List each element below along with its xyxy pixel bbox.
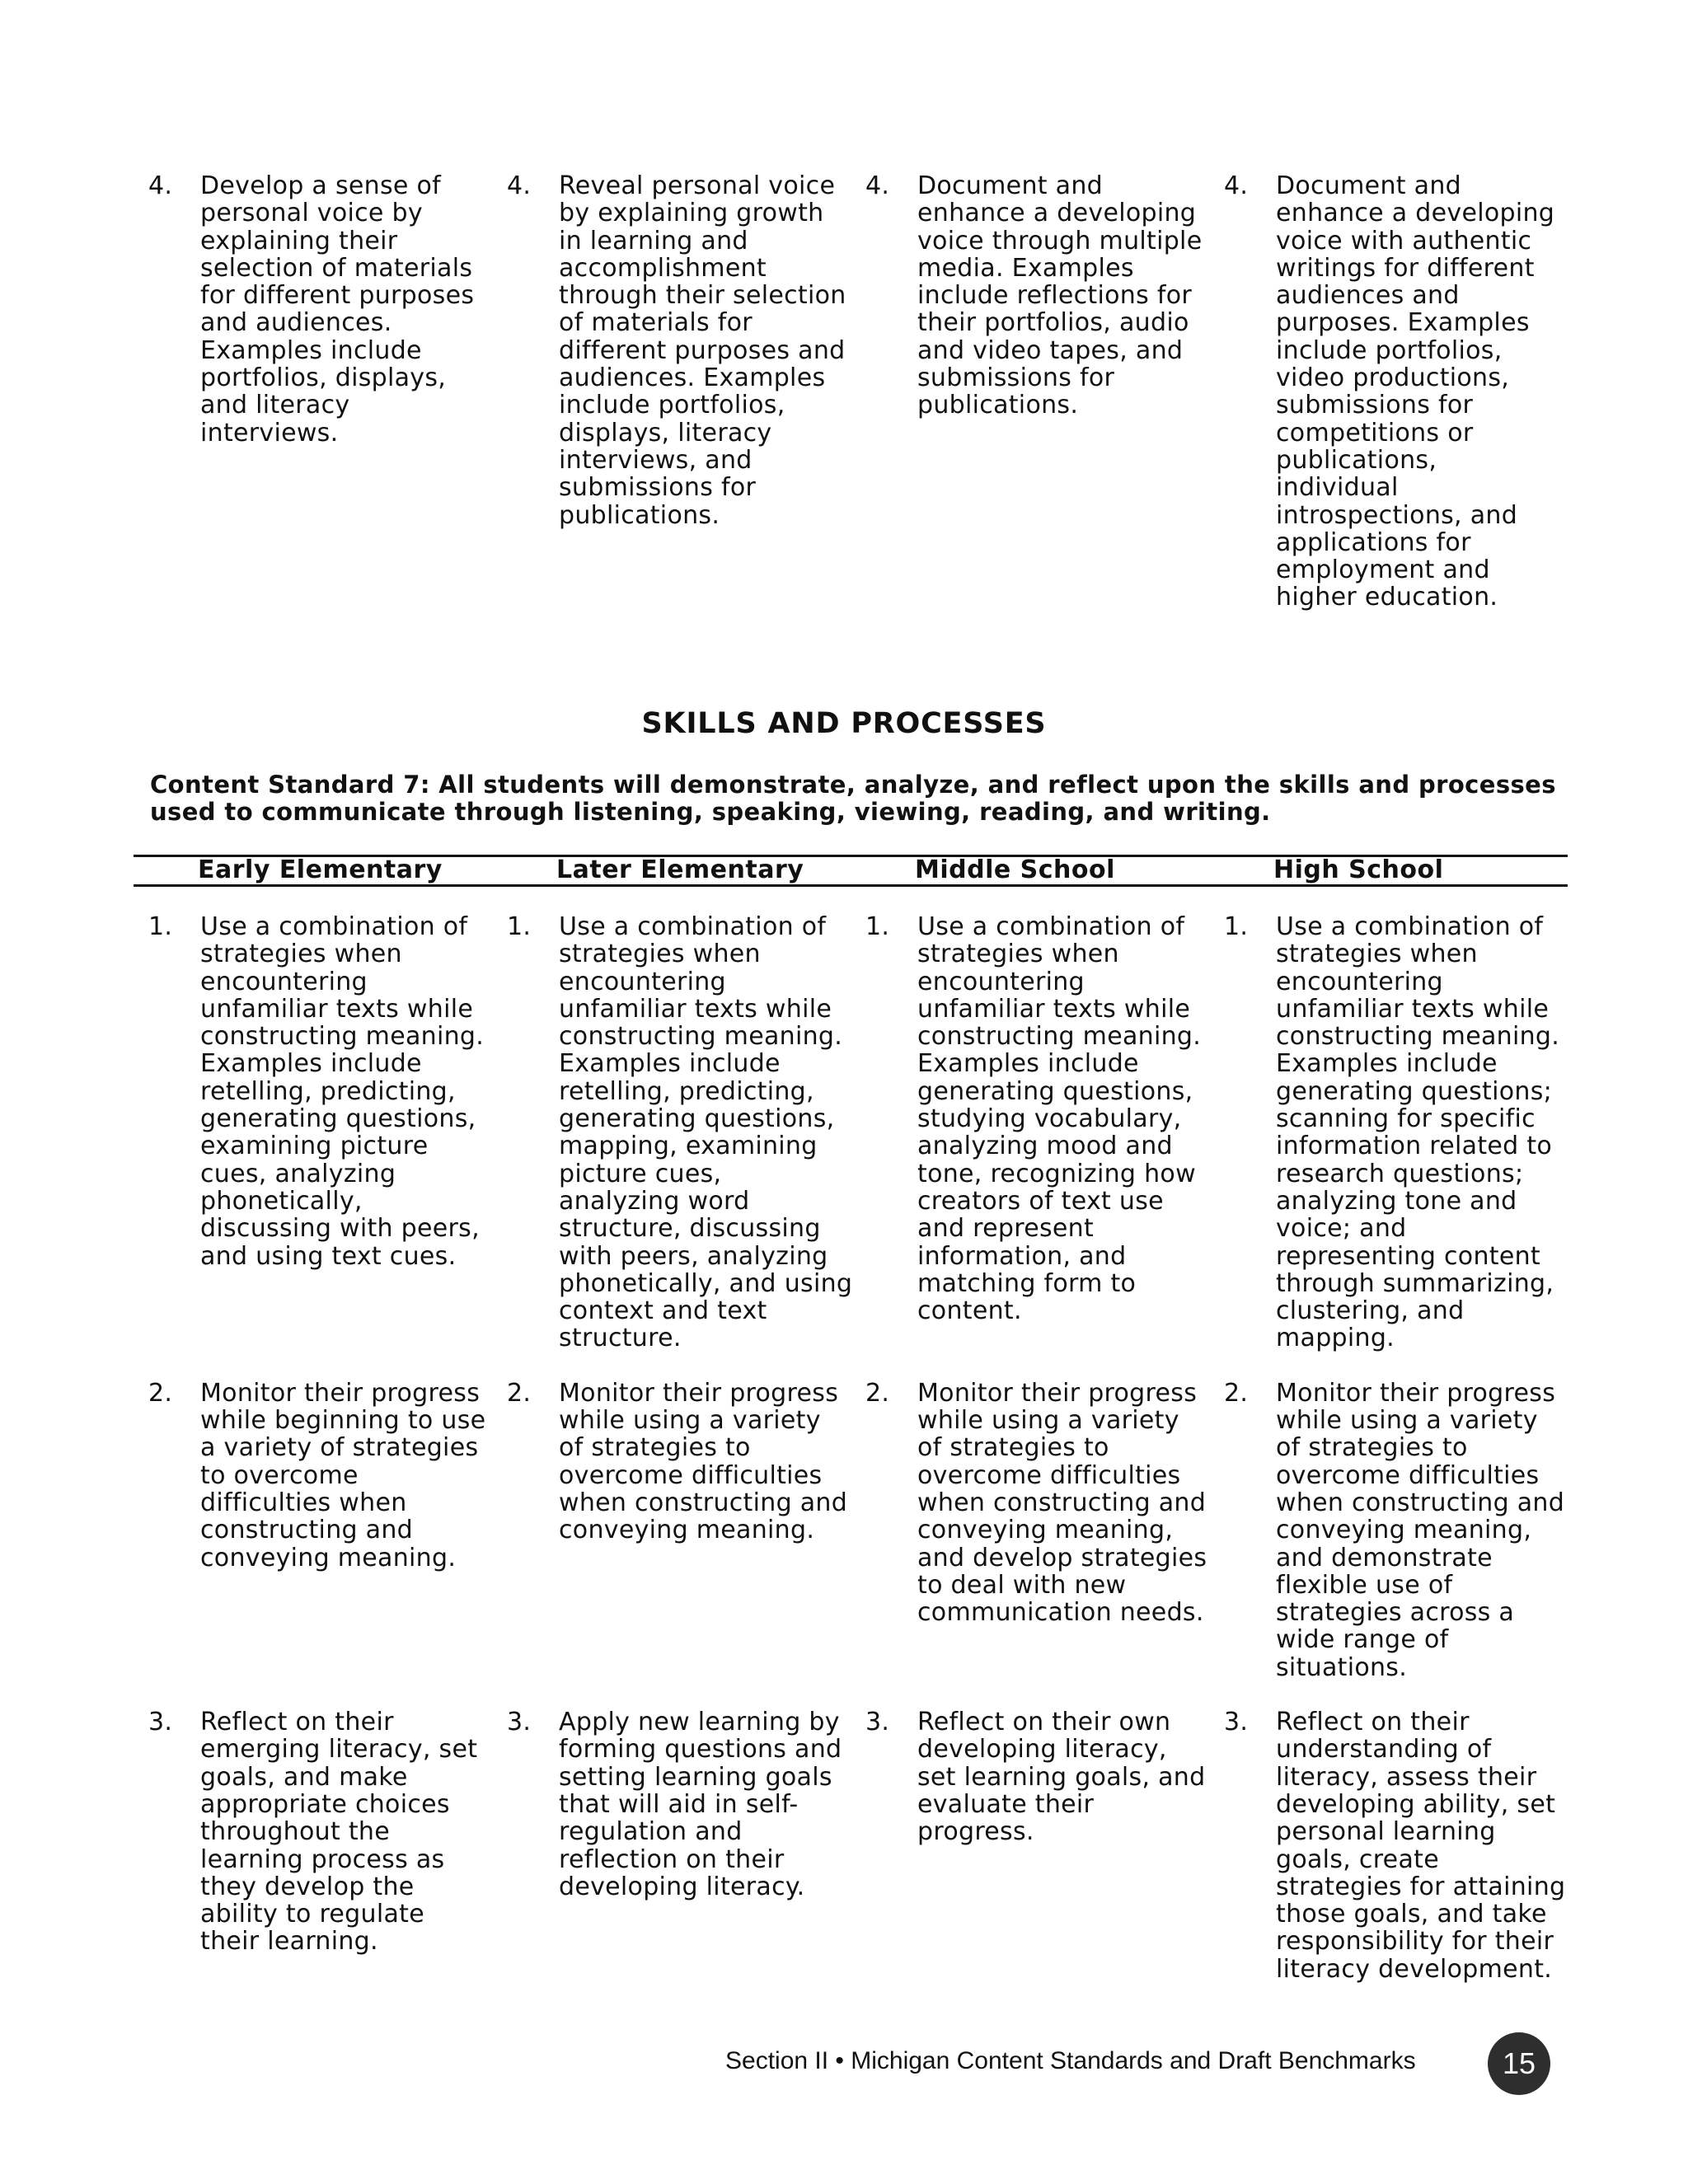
item-text: Document and enhance a developing voice with authentic writings for different audiences and purposes. Examples include portfolios, video productions, submissions for competitions or publications, individual introspections, and applications for employment and higher education. <box>1276 171 1555 612</box>
benchmark-item-high-school-2 <box>1224 1380 1566 1681</box>
benchmark-item-later-elementary-1 <box>507 913 865 1352</box>
benchmark-item-later-elementary-2 <box>507 1380 865 1681</box>
content-standard: Content Standard 7: All students will demonstrate, analyze, and reflect upon the skills and processes used to communicate through listening, speaking, viewing, reading, and writing. <box>150 771 1556 826</box>
benchmark-item-early-elementary-4 <box>148 172 507 612</box>
column-header-later-elementary: Later Elementary <box>556 855 804 884</box>
item-text: Use a combination of strategies when encountering unfamiliar texts while constructing meaning. Examples include retelling, predicting, generating questions, examining picture cues, analyzing phonetically, discussing with peers, and using text cues. <box>200 912 485 1271</box>
column-header-early-elementary: Early Elementary <box>198 855 443 884</box>
item-text: Monitor their progress while beginning to use a variety of strategies to overcome difficulties when constructing and conveying meaning. <box>200 1378 486 1572</box>
item-text: Apply new learning by forming questions and setting learning goals that will aid in self- regulation and reflection on their developing literacy. <box>559 1708 842 1901</box>
item-number: 2. <box>865 1378 890 1408</box>
benchmark-item-middle-school-1 <box>865 913 1224 1352</box>
benchmark-item-early-elementary-3 <box>148 1708 507 1983</box>
item-number: 3. <box>865 1708 890 1737</box>
benchmark-table <box>148 913 1566 2010</box>
column-headers <box>148 855 1566 884</box>
item-number: 3. <box>148 1708 173 1737</box>
item-text: Reflect on their emerging literacy, set goals, and make appropriate choices throughout the learning process as they develop the ability to regulate their learning. <box>200 1708 478 1957</box>
column-header-high-school: High School <box>1273 855 1444 884</box>
item-text: Develop a sense of personal voice by explaining their selection of materials for different purposes and audiences. Examples include portfolios, displays, and literacy interviews. <box>200 171 475 448</box>
benchmark-item-early-elementary-1 <box>148 913 507 1352</box>
item-number: 4. <box>148 171 173 200</box>
continued-benchmarks <box>148 172 1566 612</box>
benchmark-item-later-elementary-4 <box>507 172 865 612</box>
benchmark-item-high-school-3 <box>1224 1708 1566 1983</box>
benchmark-item-middle-school-3 <box>865 1708 1224 1983</box>
item-text: Document and enhance a developing voice through multiple media. Examples include reflections for their portfolios, audio and video tapes, and submissions for publications. <box>917 171 1203 420</box>
item-text: Reflect on their own developing literacy, set learning goals, and evaluate their progress. <box>917 1708 1206 1847</box>
page-footer: Section II • Michigan Content Standards and Draft Benchmarks <box>725 2047 1416 2074</box>
item-number: 2. <box>507 1378 532 1408</box>
benchmark-item-high-school-1 <box>1224 913 1566 1352</box>
item-number: 1. <box>865 912 890 941</box>
item-text: Use a combination of strategies when encountering unfamiliar texts while constructing meaning. Examples include generating questions, studying vocabulary, analyzing mood and tone, recognizing how creators of text use and represent information, and matching form to content. <box>917 912 1202 1326</box>
item-text: Use a combination of strategies when encountering unfamiliar texts while constructing meaning. Examples include retelling, predicting, generating questions, mapping, examining picture cues, analyzing word structure, discussing with peers, analyzing phonetically, and using context and text structure. <box>559 912 853 1353</box>
benchmark-item-high-school-4 <box>1224 172 1566 612</box>
item-text: Monitor their progress while using a variety of strategies to overcome difficulties when constructing and conveying meaning. <box>559 1378 848 1545</box>
item-number: 4. <box>507 171 532 200</box>
column-header-middle-school: Middle School <box>915 855 1115 884</box>
item-number: 1. <box>507 912 532 941</box>
item-number: 4. <box>865 171 890 200</box>
item-text: Use a combination of strategies when encountering unfamiliar texts while constructing meaning. Examples include generating questions; scanning for specific information related to research questions; analyzing tone and voice; and representing content through summarizing, clustering, and mapping. <box>1276 912 1560 1353</box>
benchmark-item-early-elementary-2 <box>148 1380 507 1681</box>
item-text: Monitor their progress while using a variety of strategies to overcome difficulties when constructing and conveying meaning, and develop strategies to deal with new communication needs. <box>917 1378 1207 1628</box>
item-number: 3. <box>507 1708 532 1737</box>
page-number-badge: 15 <box>1488 2032 1550 2095</box>
item-number: 4. <box>1224 171 1249 200</box>
item-text: Monitor their progress while using a variety of strategies to overcome difficulties when constructing and conveying meaning, and demonstrate flexible use of strategies across a wide range of situations. <box>1276 1378 1565 1682</box>
section-heading: SKILLS AND PROCESSES <box>641 707 1047 740</box>
item-number: 1. <box>148 912 173 941</box>
benchmark-item-middle-school-2 <box>865 1380 1224 1681</box>
item-text: Reflect on their understanding of literacy, assess their developing ability, set personal learning goals, create strategies for attaining those goals, and take responsibility for their literacy development. <box>1276 1708 1566 1984</box>
benchmark-item-middle-school-4 <box>865 172 1224 612</box>
benchmark-item-later-elementary-3 <box>507 1708 865 1983</box>
item-number: 2. <box>1224 1378 1249 1408</box>
item-number: 1. <box>1224 912 1249 941</box>
header-rule-bottom <box>134 884 1568 887</box>
item-number: 2. <box>148 1378 173 1408</box>
item-text: Reveal personal voice by explaining growth in learning and accomplishment through their selection of materials for different purposes and audiences. Examples include portfolios, displays, literacy interviews, and submissions for publications. <box>559 171 846 530</box>
item-number: 3. <box>1224 1708 1249 1737</box>
